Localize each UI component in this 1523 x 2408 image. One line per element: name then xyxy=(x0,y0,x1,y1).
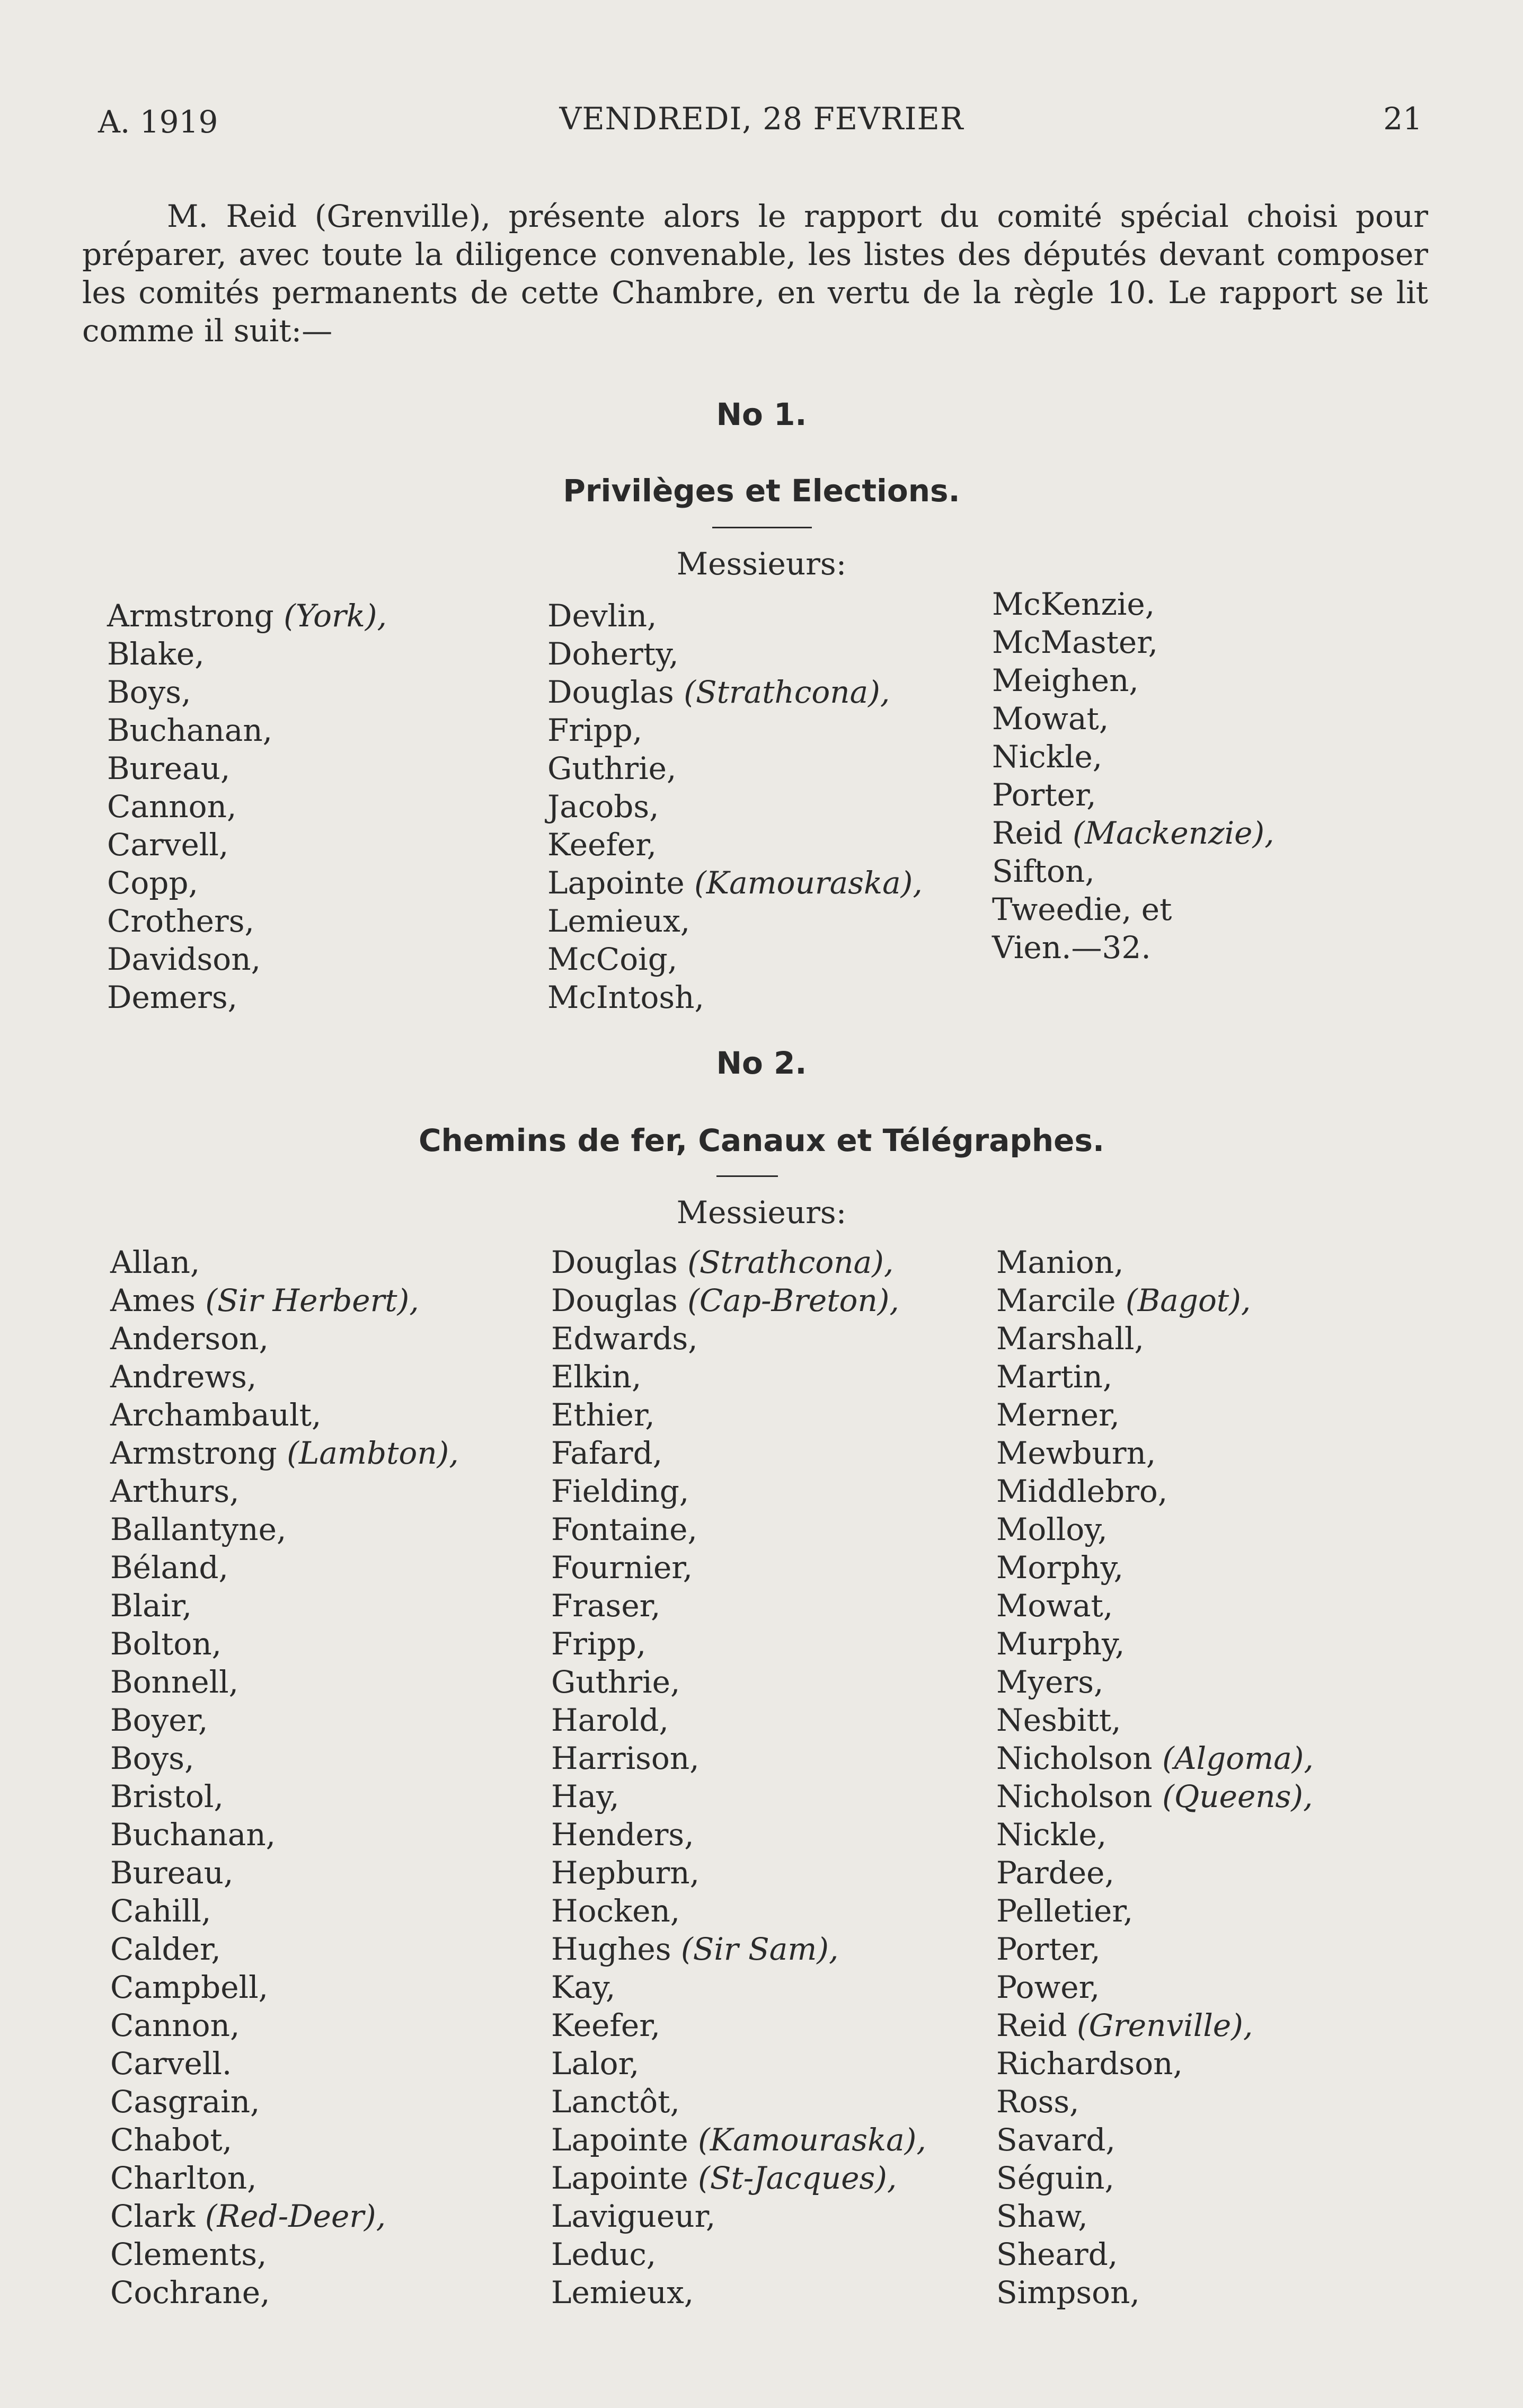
member-entry xyxy=(551,2006,926,2044)
member-riding: (Sir Sam), xyxy=(680,1931,839,1967)
member-name: Keefer, xyxy=(547,827,657,863)
member-entry xyxy=(551,1625,926,1663)
member-riding: (Mackenzie), xyxy=(1073,815,1274,851)
member-entry xyxy=(107,826,387,864)
member-name: Shaw, xyxy=(996,2198,1088,2234)
member-name: Kay, xyxy=(551,1969,616,2005)
member-name: Cannon, xyxy=(107,789,237,825)
member-entry xyxy=(110,1358,459,1396)
member-entry xyxy=(110,1281,459,1320)
member-name: Fripp, xyxy=(547,712,643,748)
member-entry xyxy=(551,2197,926,2235)
member-entry xyxy=(551,1243,926,1281)
member-entry xyxy=(996,1358,1314,1396)
member-riding: (Lambton), xyxy=(287,1435,459,1471)
member-entry xyxy=(551,2235,926,2273)
member-name: Armstrong xyxy=(107,598,274,634)
member-entry xyxy=(992,738,1274,776)
member-name: Martin, xyxy=(996,1359,1113,1395)
section-2-column-2 xyxy=(551,1243,926,2312)
member-entry xyxy=(996,1281,1314,1320)
member-riding: (Sir Herbert), xyxy=(205,1282,419,1318)
member-entry xyxy=(110,1472,459,1510)
member-entry xyxy=(996,1739,1314,1777)
member-entry xyxy=(996,1968,1314,2006)
member-entry xyxy=(551,1281,926,1320)
member-entry xyxy=(996,1243,1314,1281)
member-entry xyxy=(992,890,1274,928)
member-entry xyxy=(551,1510,926,1548)
member-name: Fafard, xyxy=(551,1435,663,1471)
member-entry xyxy=(551,2159,926,2197)
member-entry xyxy=(992,928,1274,967)
member-name: Keefer, xyxy=(551,2007,661,2043)
member-name: Carvell. xyxy=(110,2046,232,2082)
member-entry xyxy=(551,1930,926,1968)
member-name: Cahill, xyxy=(110,1893,211,1929)
member-entry xyxy=(551,1739,926,1777)
member-name: Porter, xyxy=(996,1931,1101,1967)
member-entry xyxy=(110,1625,459,1663)
member-entry xyxy=(996,2159,1314,2197)
member-name: Arthurs, xyxy=(110,1473,240,1509)
member-name: Armstrong xyxy=(110,1435,277,1471)
member-name: Edwards, xyxy=(551,1321,698,1357)
member-name: Marshall, xyxy=(996,1321,1144,1357)
member-entry xyxy=(110,1434,459,1472)
member-entry xyxy=(547,673,923,711)
member-entry xyxy=(996,1701,1314,1739)
member-name: Richardson, xyxy=(996,2046,1183,2082)
member-entry xyxy=(110,2006,459,2044)
member-name: Séguin, xyxy=(996,2160,1114,2196)
member-entry xyxy=(547,902,923,940)
member-entry xyxy=(551,1663,926,1701)
section-1-column-1 xyxy=(107,597,387,1016)
page-number: 21 xyxy=(1383,101,1422,137)
member-name: Harrison, xyxy=(551,1740,699,1776)
intro-paragraph xyxy=(82,197,1428,350)
member-name: Myers, xyxy=(996,1664,1104,1700)
section-1-title: Privilèges et Elections. xyxy=(563,473,960,509)
member-entry xyxy=(107,787,387,826)
member-entry xyxy=(992,776,1274,814)
member-entry xyxy=(110,2273,459,2312)
member-name: Pardee, xyxy=(996,1855,1114,1891)
member-entry xyxy=(996,2006,1314,2044)
section-2-column-3 xyxy=(996,1243,1314,2312)
member-riding: (Red-Deer), xyxy=(205,2198,386,2234)
member-name: Crothers, xyxy=(107,903,254,939)
header-year: A. 1919 xyxy=(98,104,218,140)
member-name: Reid xyxy=(996,2007,1067,2043)
member-name: Calder, xyxy=(110,1931,221,1967)
member-entry xyxy=(996,2273,1314,2312)
member-entry xyxy=(996,1892,1314,1930)
member-name: McIntosh, xyxy=(547,979,704,1015)
member-entry xyxy=(551,1968,926,2006)
member-name: Douglas xyxy=(551,1244,678,1280)
member-entry xyxy=(107,864,387,902)
member-name: Ames xyxy=(110,1282,196,1318)
member-entry xyxy=(107,673,387,711)
member-entry xyxy=(547,749,923,787)
member-name: Ballantyne, xyxy=(110,1511,287,1547)
member-riding: (Kamouraska), xyxy=(698,2122,926,2158)
member-name: Hay, xyxy=(551,1778,619,1814)
member-name: Cannon, xyxy=(110,2007,240,2043)
member-name: Buchanan, xyxy=(107,712,273,748)
member-name: Ethier, xyxy=(551,1397,655,1433)
header-date: VENDREDI, 28 FEVRIER xyxy=(559,101,964,137)
member-name: Lapointe xyxy=(547,865,685,901)
member-name: Simpson, xyxy=(996,2274,1140,2310)
member-name: Fournier, xyxy=(551,1550,693,1586)
member-riding: (Algoma), xyxy=(1162,1740,1314,1776)
member-entry xyxy=(551,1892,926,1930)
section-1-messieurs: Messieurs: xyxy=(676,546,847,582)
member-name: Lemieux, xyxy=(551,2274,694,2310)
member-name: Fielding, xyxy=(551,1473,689,1509)
member-name: Anderson, xyxy=(110,1321,269,1357)
section-1-number: No 1. xyxy=(716,396,807,432)
member-name: Devlin, xyxy=(547,598,657,634)
member-entry xyxy=(110,2083,459,2121)
member-name: Mowat, xyxy=(996,1588,1113,1624)
member-name: Savard, xyxy=(996,2122,1115,2158)
member-name: Hepburn, xyxy=(551,1855,700,1891)
member-name: Clements, xyxy=(110,2236,267,2272)
member-name: Nickle, xyxy=(996,1817,1107,1853)
member-name: Reid xyxy=(992,815,1063,851)
member-entry xyxy=(110,1663,459,1701)
member-name: Fraser, xyxy=(551,1588,661,1624)
member-entry xyxy=(547,940,923,978)
member-name: Sifton, xyxy=(992,853,1095,889)
member-entry xyxy=(996,1548,1314,1587)
member-entry xyxy=(110,2044,459,2083)
member-entry xyxy=(110,1816,459,1854)
member-entry xyxy=(551,1434,926,1472)
member-entry xyxy=(110,1510,459,1548)
member-name: Bristol, xyxy=(110,1778,224,1814)
member-entry xyxy=(992,661,1274,700)
member-name: Andrews, xyxy=(110,1359,257,1395)
member-name: Morphy, xyxy=(996,1550,1124,1586)
member-entry xyxy=(551,2121,926,2159)
member-name: Carvell, xyxy=(107,827,229,863)
member-name: Béland, xyxy=(110,1550,228,1586)
member-name: Bonnell, xyxy=(110,1664,239,1700)
member-entry xyxy=(996,1816,1314,1854)
member-name: Mowat, xyxy=(992,701,1109,737)
member-entry xyxy=(110,1548,459,1587)
member-entry xyxy=(547,635,923,673)
member-name: Manion, xyxy=(996,1244,1124,1280)
member-name: Charlton, xyxy=(110,2160,257,2196)
section-1-column-2 xyxy=(547,597,923,1016)
member-entry xyxy=(107,635,387,673)
member-name: Blake, xyxy=(107,636,205,672)
member-entry xyxy=(996,1663,1314,1701)
member-entry xyxy=(110,1968,459,2006)
member-name: Power, xyxy=(996,1969,1100,2005)
member-entry xyxy=(551,1854,926,1892)
member-entry xyxy=(110,2235,459,2273)
member-name: McMaster, xyxy=(992,624,1158,660)
member-name: Douglas xyxy=(547,674,674,710)
member-entry xyxy=(110,1701,459,1739)
member-name: Lalor, xyxy=(551,2046,640,2082)
member-name: Hughes xyxy=(551,1931,671,1967)
member-entry xyxy=(547,787,923,826)
member-name: Sheard, xyxy=(996,2236,1118,2272)
member-name: Campbell, xyxy=(110,1969,269,2005)
member-entry xyxy=(996,1396,1314,1434)
member-riding: (Queens), xyxy=(1162,1778,1313,1814)
member-entry xyxy=(547,978,923,1016)
member-entry xyxy=(110,2197,459,2235)
member-entry xyxy=(110,2121,459,2159)
member-entry xyxy=(996,1434,1314,1472)
member-entry xyxy=(996,2044,1314,2083)
member-name: Boyer, xyxy=(110,1702,208,1738)
member-entry xyxy=(110,1243,459,1281)
member-name: Bureau, xyxy=(110,1855,234,1891)
member-entry xyxy=(107,978,387,1016)
member-name: McCoig, xyxy=(547,941,678,977)
section-2-messieurs: Messieurs: xyxy=(676,1194,847,1230)
section-2-column-1 xyxy=(110,1243,459,2312)
member-name: Tweedie, et xyxy=(992,891,1172,927)
member-riding: (Strathcona), xyxy=(687,1244,894,1280)
member-name: Copp, xyxy=(107,865,198,901)
section-1-divider xyxy=(712,527,812,528)
member-entry xyxy=(110,2159,459,2197)
member-riding: (Cap-Breton), xyxy=(687,1282,899,1318)
member-name: Marcile xyxy=(996,1282,1116,1318)
member-entry xyxy=(551,1548,926,1587)
member-name: Middlebro, xyxy=(996,1473,1168,1509)
member-entry xyxy=(551,1701,926,1739)
member-entry xyxy=(547,597,923,635)
member-entry xyxy=(551,2083,926,2121)
member-entry xyxy=(107,902,387,940)
member-entry xyxy=(551,2273,926,2312)
member-name: Fontaine, xyxy=(551,1511,697,1547)
member-entry xyxy=(551,1777,926,1816)
member-entry xyxy=(110,1892,459,1930)
member-entry xyxy=(547,711,923,749)
member-name: Harold, xyxy=(551,1702,669,1738)
member-name: Lapointe xyxy=(551,2160,688,2196)
member-name: Murphy, xyxy=(996,1626,1125,1662)
section-2-title: Chemins de fer, Canaux et Télégraphes. xyxy=(418,1122,1105,1158)
member-entry xyxy=(996,2197,1314,2235)
member-name: Henders, xyxy=(551,1817,694,1853)
member-name: Nicholson xyxy=(996,1778,1153,1814)
member-entry xyxy=(551,1816,926,1854)
member-entry xyxy=(551,1472,926,1510)
member-name: Meighen, xyxy=(992,662,1139,698)
member-entry xyxy=(110,1930,459,1968)
member-entry xyxy=(996,1472,1314,1510)
member-entry xyxy=(107,597,387,635)
member-entry xyxy=(992,585,1274,623)
member-entry xyxy=(551,1396,926,1434)
member-name: Bolton, xyxy=(110,1626,222,1662)
page-header xyxy=(0,101,1523,146)
member-entry xyxy=(551,2044,926,2083)
member-name: Casgrain, xyxy=(110,2084,260,2120)
member-name: Merner, xyxy=(996,1397,1120,1433)
member-name: Chabot, xyxy=(110,2122,233,2158)
member-name: McKenzie, xyxy=(992,586,1155,622)
member-name: Cochrane, xyxy=(110,2274,270,2310)
member-entry xyxy=(996,1930,1314,1968)
member-entry xyxy=(107,711,387,749)
member-name: Lemieux, xyxy=(547,903,690,939)
intro-text: M. Reid (Grenville), présente alors le rapport du comité spécial choisi pour préparer, avec toute la diligence convenable, les listes des députés devant composer les comités permanents de cette Chambre, en vertu de la règle 10. Le rapport se lit comme il suit:— xyxy=(82,198,1428,349)
member-entry xyxy=(996,1510,1314,1548)
member-name: Leduc, xyxy=(551,2236,657,2272)
member-entry xyxy=(996,2121,1314,2159)
member-name: Archambault, xyxy=(110,1397,322,1433)
member-entry xyxy=(107,749,387,787)
member-name: Nickle, xyxy=(992,739,1103,775)
member-entry xyxy=(110,1777,459,1816)
member-name: Elkin, xyxy=(551,1359,642,1395)
member-riding: (Kamouraska), xyxy=(694,865,923,901)
member-entry xyxy=(992,623,1274,661)
member-name: Doherty, xyxy=(547,636,679,672)
member-entry xyxy=(551,1587,926,1625)
member-entry xyxy=(110,1854,459,1892)
member-riding: (Strathcona), xyxy=(684,674,890,710)
member-entry xyxy=(996,2235,1314,2273)
member-riding: (Grenville), xyxy=(1077,2007,1253,2043)
member-name: Davidson, xyxy=(107,941,261,977)
member-entry xyxy=(992,700,1274,738)
member-name: Buchanan, xyxy=(110,1817,276,1853)
member-riding: (York), xyxy=(284,598,387,634)
member-entry xyxy=(547,826,923,864)
member-name: Mewburn, xyxy=(996,1435,1156,1471)
member-entry xyxy=(996,2083,1314,2121)
member-entry xyxy=(110,1396,459,1434)
member-entry xyxy=(992,814,1274,852)
member-name: Allan, xyxy=(110,1244,200,1280)
member-entry xyxy=(992,852,1274,890)
section-1-column-3 xyxy=(992,585,1274,967)
member-name: Bureau, xyxy=(107,750,231,786)
member-name: Clark xyxy=(110,2198,196,2234)
member-name: Nicholson xyxy=(996,1740,1153,1776)
member-entry xyxy=(107,940,387,978)
member-name: Vien.—32. xyxy=(992,929,1151,966)
member-name: Blair, xyxy=(110,1588,192,1624)
member-riding: (St-Jacques), xyxy=(698,2160,897,2196)
member-entry xyxy=(110,1587,459,1625)
member-entry xyxy=(551,1358,926,1396)
member-name: Lapointe xyxy=(551,2122,688,2158)
member-entry xyxy=(996,1854,1314,1892)
member-name: Nesbitt, xyxy=(996,1702,1121,1738)
member-entry xyxy=(996,1320,1314,1358)
member-name: Boys, xyxy=(110,1740,194,1776)
member-entry xyxy=(551,1320,926,1358)
section-2-divider xyxy=(716,1175,778,1177)
member-name: Fripp, xyxy=(551,1626,647,1662)
member-entry xyxy=(110,1320,459,1358)
member-entry xyxy=(996,1587,1314,1625)
member-name: Ross, xyxy=(996,2084,1079,2120)
member-name: Porter, xyxy=(992,777,1096,813)
member-name: Jacobs, xyxy=(547,789,659,825)
member-name: Pelletier, xyxy=(996,1893,1134,1929)
member-name: Douglas xyxy=(551,1282,678,1318)
member-name: Boys, xyxy=(107,674,191,710)
member-name: Lavigueur, xyxy=(551,2198,716,2234)
member-name: Demers, xyxy=(107,979,238,1015)
member-entry xyxy=(996,1777,1314,1816)
member-name: Hocken, xyxy=(551,1893,680,1929)
member-name: Lanctôt, xyxy=(551,2084,680,2120)
member-name: Molloy, xyxy=(996,1511,1108,1547)
section-2-number: No 2. xyxy=(716,1045,807,1081)
member-name: Guthrie, xyxy=(551,1664,680,1700)
member-name: Guthrie, xyxy=(547,750,677,786)
member-entry xyxy=(996,1625,1314,1663)
member-entry xyxy=(110,1739,459,1777)
member-riding: (Bagot), xyxy=(1126,1282,1251,1318)
member-entry xyxy=(547,864,923,902)
